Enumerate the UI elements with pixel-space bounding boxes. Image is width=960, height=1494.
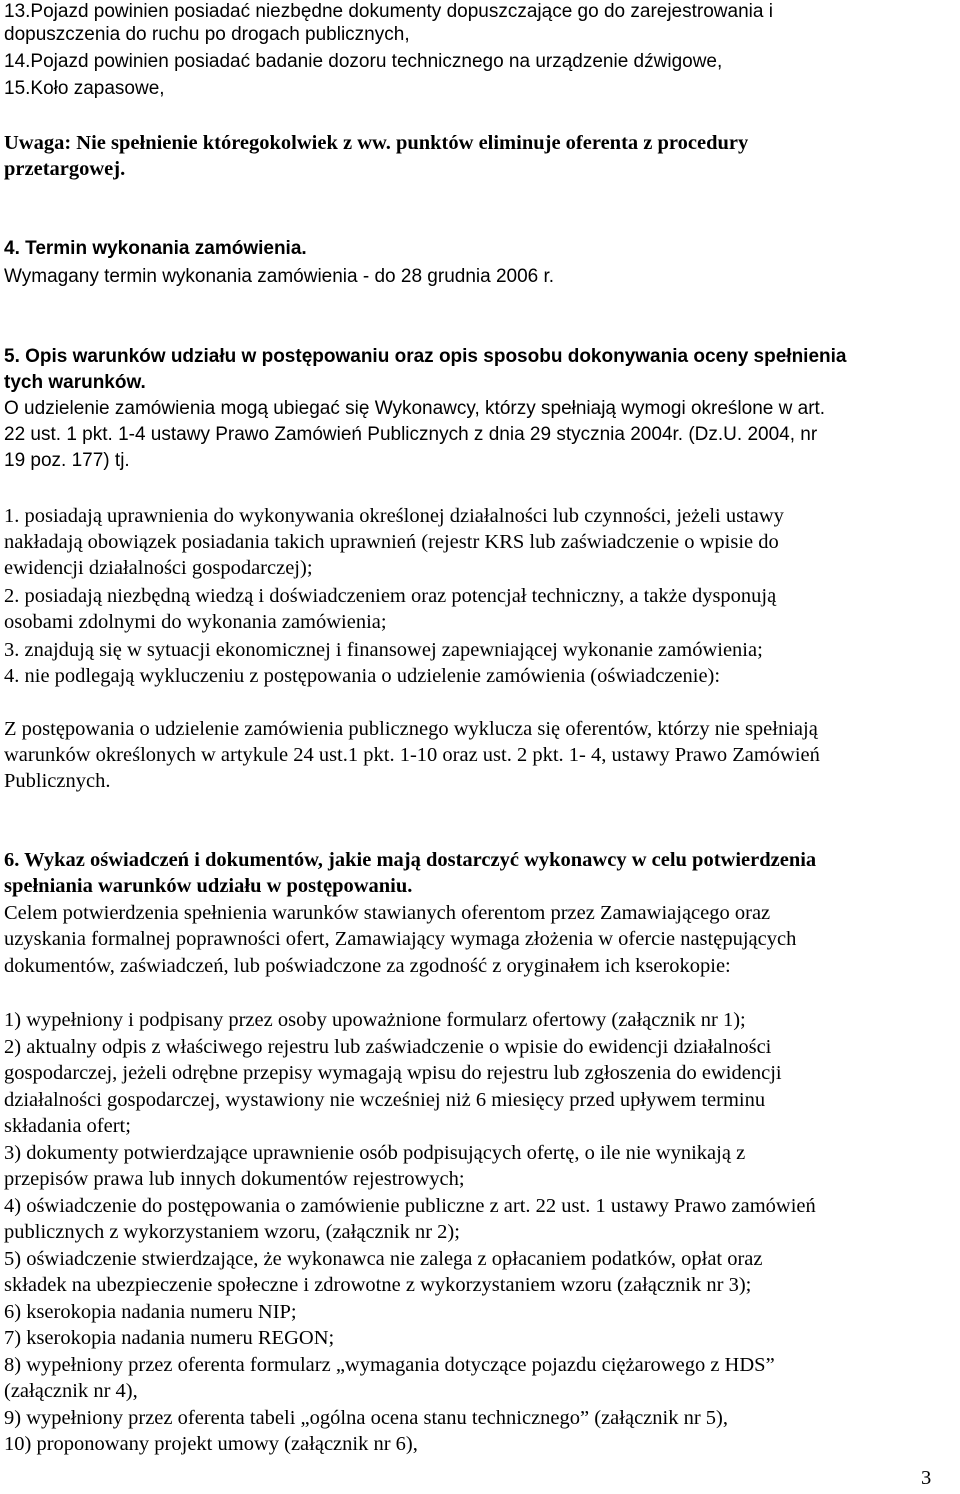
text-line: O udzielenie zamówienia mogą ubiegać się Wykonawcy, którzy spełniają wymogi określone w art. — [4, 398, 826, 419]
text-line: 22 ust. 1 pkt. 1-4 ustawy Prawo Zamówień Publicznych z dnia 29 stycznia 2004r. (Dz.U. 2004, nr — [4, 424, 818, 445]
text-line: składania ofert; — [4, 1115, 131, 1137]
text-line: 13.Pojazd powinien posiadać niezbędne dokumenty dopuszczające go do zarejestrowania i — [4, 1, 773, 22]
text-line: warunków określonych w artykule 24 ust.1 pkt. 1-10 oraz ust. 2 pkt. 1- 4, ustawy Prawo Zamówień — [4, 744, 820, 766]
text-line: dopuszczenia do ruchu po drogach publicznych, — [4, 24, 410, 45]
text-line: 4) oświadczenie do postępowania o zamówienie publiczne z art. 22 ust. 1 ustawy Prawo zamówień — [4, 1195, 816, 1217]
text-line: 3. znajdują się w sytuacji ekonomicznej i finansowej zapewniającej wykonanie zamówienia; — [4, 639, 763, 661]
text-line: ewidencji działalności gospodarczej); — [4, 557, 313, 579]
text-line: 8) wypełniony przez oferenta formularz „wymagania dotyczące pojazdu ciężarowego z HDS” — [4, 1354, 775, 1376]
text-line: 4. nie podlegają wykluczeniu z postępowania o udzielenie zamówienia (oświadczenie): — [4, 665, 721, 687]
text-line: 10) proponowany projekt umowy (załącznik nr 6), — [4, 1433, 418, 1455]
text-line: 4. Termin wykonania zamówienia. — [4, 238, 307, 259]
text-line: Wymagany termin wykonania zamówienia - do 28 grudnia 2006 r. — [4, 266, 555, 287]
text-line: przepisów prawa lub innych dokumentów rejestrowych; — [4, 1168, 465, 1190]
text-line: 5. Opis warunków udziału w postępowaniu oraz opis sposobu dokonywania oceny spełnienia — [4, 346, 847, 367]
text-line: 1. posiadają uprawnienia do wykonywania określonej działalności lub czynności, jeżeli ustawy — [4, 505, 784, 527]
text-line: 9) wypełniony przez oferenta tabeli „ogólna ocena stanu technicznego” (załącznik nr 5), — [4, 1407, 728, 1429]
text-line: tych warunków. — [4, 372, 146, 393]
text-line: publicznych z wykorzystaniem wzoru, (załącznik nr 2); — [4, 1221, 460, 1243]
text-line: działalności gospodarczej, wystawiony nie wcześniej niż 6 miesięcy przed upływem terminu — [4, 1089, 766, 1111]
text-line: Celem potwierdzenia spełnienia warunków stawianych oferentom przez Zamawiającego oraz — [4, 902, 771, 924]
text-line: (załącznik nr 4), — [4, 1380, 138, 1402]
text-line: 6) kserokopia nadania numeru NIP; — [4, 1301, 297, 1323]
text-line: Uwaga: Nie spełnienie któregokolwiek z ww. punktów eliminuje oferenta z procedury — [4, 132, 749, 154]
text-line: przetargowej. — [4, 158, 126, 180]
text-line: uzyskania formalnej poprawności ofert, Zamawiający wymaga złożenia w ofercie następujących — [4, 928, 797, 950]
text-line: składek na ubezpieczenie społeczne i zdrowotne z wykorzystaniem wzoru (załącznik nr 3); — [4, 1274, 752, 1296]
text-line: 7) kserokopia nadania numeru REGON; — [4, 1327, 335, 1349]
text-line: 2. posiadają niezbędną wiedzą i doświadczeniem oraz potencjał techniczny, a także dysponują — [4, 585, 777, 607]
text-line: Publicznych. — [4, 770, 111, 792]
text-line: 2) aktualny odpis z właściwego rejestru lub zaświadczenie o wpisie do ewidencji działalności — [4, 1036, 772, 1058]
text-line: 3) dokumenty potwierdzające uprawnienie osób podpisujących ofertę, o ile nie wynikają z — [4, 1142, 746, 1164]
text-line: 14.Pojazd powinien posiadać badanie dozoru technicznego na urządzenie dźwigowe, — [4, 51, 723, 72]
text-line: 19 poz. 177) tj. — [4, 450, 130, 471]
text-line: gospodarczej, jeżeli odrębne przepisy wymagają wpisu do rejestru lub zgłoszenia do ewidencji — [4, 1062, 782, 1084]
text-line: osobami zdolnymi do wykonania zamówienia; — [4, 611, 387, 633]
text-line: nakładają obowiązek posiadania takich uprawnień (rejestr KRS lub zaświadczenie o wpisie do — [4, 531, 779, 553]
text-line: 6. Wykaz oświadczeń i dokumentów, jakie mają dostarczyć wykonawcy w celu potwierdzenia — [4, 849, 817, 871]
text-line: 1) wypełniony i podpisany przez osoby upoważnione formularz ofertowy (załącznik nr 1); — [4, 1009, 746, 1031]
page-number: 3 — [921, 1467, 932, 1489]
text-line: spełniania warunków udziału w postępowaniu. — [4, 875, 413, 897]
text-line: 5) oświadczenie stwierdzające, że wykonawca nie zalega z opłacaniem podatków, opłat oraz — [4, 1248, 763, 1270]
text-line: 15.Koło zapasowe, — [4, 78, 165, 99]
text-line: dokumentów, zaświadczeń, lub poświadczone za zgodność z oryginałem ich kserokopie: — [4, 955, 731, 977]
text-line: Z postępowania o udzielenie zamówienia publicznego wyklucza się oferentów, którzy nie spełniają — [4, 718, 818, 740]
